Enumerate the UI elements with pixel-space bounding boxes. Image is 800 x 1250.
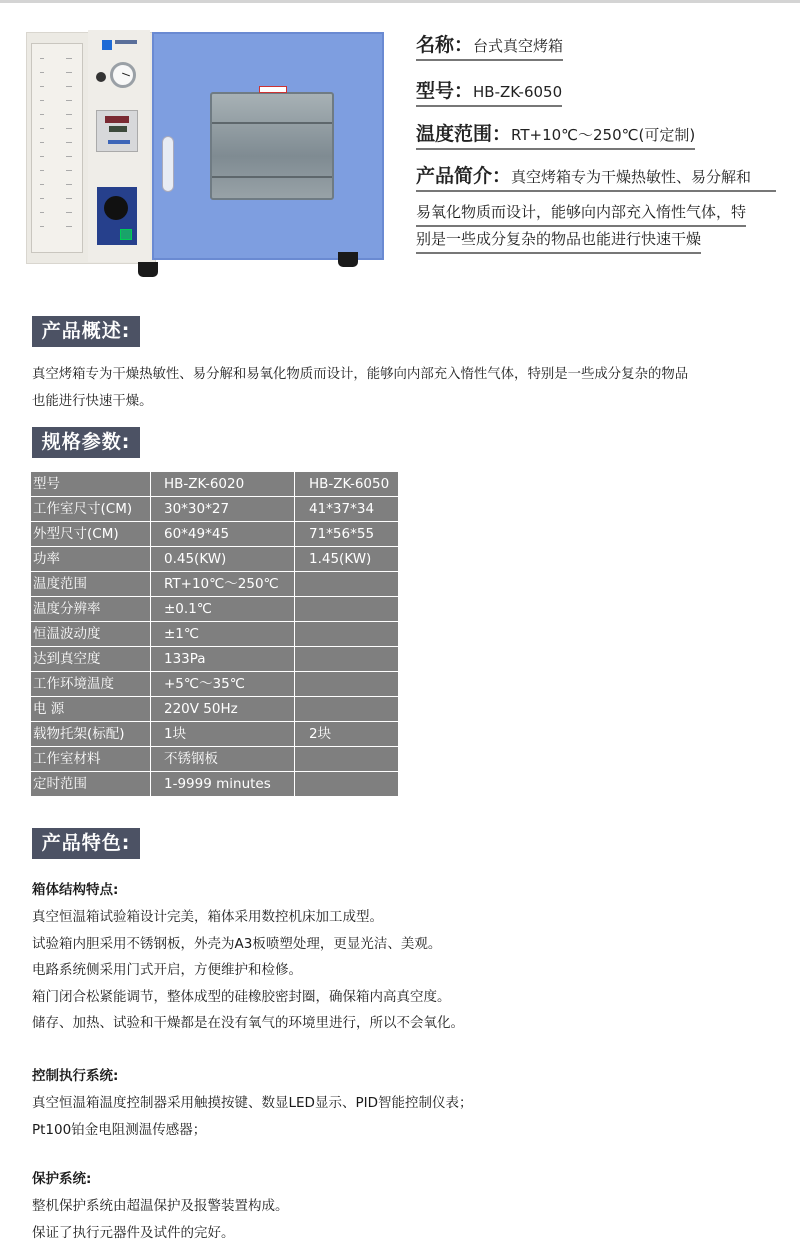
spec-value: 不锈钢板 <box>151 747 295 772</box>
feature-control <box>32 1063 772 1143</box>
spec-row <box>31 772 399 797</box>
brand-logo-text <box>115 40 137 44</box>
spec-row <box>31 722 399 747</box>
valve-knob-icon <box>96 72 106 82</box>
overview-line-1: 真空烤箱专为干燥热敏性、易分解和易氧化物质而设计，能够向内部充入惰性气体，特别是一些成分复杂的物品 <box>32 367 689 382</box>
warning-label <box>259 86 287 93</box>
spec-value: +5℃～35℃ <box>151 672 295 697</box>
spec-value <box>295 697 399 722</box>
spec-param-name: 电 源 <box>31 697 151 722</box>
spec-value <box>295 622 399 647</box>
spec-value: 0.45(KW) <box>151 547 295 572</box>
spec-row <box>31 472 399 497</box>
intro-line-3: 别是一些成分复杂的物品也能进行快速干燥 <box>416 226 701 254</box>
top-divider <box>0 0 800 3</box>
overview-text <box>32 361 772 415</box>
spec-value: 30*30*27 <box>151 497 295 522</box>
spec-value <box>295 572 399 597</box>
spec-value <box>295 747 399 772</box>
control-line: 真空恒温箱温度控制器采用触摸按键、数显LED显示、PID智能控制仪表； <box>32 1095 473 1111</box>
spec-value: 1.45(KW) <box>295 547 399 572</box>
spec-param-name: 载物托架(标配) <box>31 722 151 747</box>
spec-param-name: 工作室材料 <box>31 747 151 772</box>
spec-param-name: 温度分辨率 <box>31 597 151 622</box>
spec-value <box>295 672 399 697</box>
overview-line-2: 也能进行快速干燥。 <box>32 394 153 409</box>
spec-value: ±1℃ <box>151 622 295 647</box>
spec-value: 220V 50Hz <box>151 697 295 722</box>
spec-row <box>31 597 399 622</box>
intro-label: 产品简介： <box>416 165 512 187</box>
temp-label: 温度范围： <box>416 123 512 145</box>
spec-param-name: 达到真空度 <box>31 647 151 672</box>
spec-param-name: 型号 <box>31 472 151 497</box>
spec-table <box>30 471 399 797</box>
spec-param-name: 恒温波动度 <box>31 622 151 647</box>
section-title-specs: 规格参数: <box>32 427 140 458</box>
oven-foot <box>338 252 358 267</box>
spec-row <box>31 697 399 722</box>
spec-value: 133Pa <box>151 647 295 672</box>
spec-value: 41*37*34 <box>295 497 399 522</box>
section-title-overview: 产品概述: <box>32 316 140 347</box>
spec-param-name: 外型尺寸(CM) <box>31 522 151 547</box>
spec-row <box>31 622 399 647</box>
structure-line: 电路系统侧采用门式开启，方便维护和检修。 <box>32 962 302 978</box>
spec-param-name: 工作环境温度 <box>31 672 151 697</box>
spec-value <box>295 772 399 797</box>
spec-param-name: 温度范围 <box>31 572 151 597</box>
brand-logo-icon <box>102 40 112 50</box>
spec-value: RT+10℃～250℃ <box>151 572 295 597</box>
spec-value: 71*56*55 <box>295 522 399 547</box>
vacuum-gauge-icon <box>110 62 136 88</box>
spec-value: HB-ZK-6020 <box>151 472 295 497</box>
vent-panel <box>31 43 83 253</box>
feature-structure <box>32 877 772 1037</box>
intro-line-2: 易氧化物质而设计，能够向内部充入惰性气体，特 <box>416 199 746 227</box>
protection-line: 保证了执行元器件及试件的完好。 <box>32 1224 235 1241</box>
rotary-knob-icon <box>104 196 128 220</box>
spec-value <box>295 647 399 672</box>
product-image-vacuum-oven <box>26 30 388 280</box>
structure-line: 箱门闭合松紧能调节，整体成型的硅橡胶密封圈，确保箱内高真空度。 <box>32 988 451 1005</box>
control-heading: 控制执行系统: <box>32 1068 119 1084</box>
section-title-features: 产品特色: <box>32 828 140 859</box>
spec-value: ±0.1℃ <box>151 597 295 622</box>
spec-value: 60*49*45 <box>151 522 295 547</box>
name-label: 名称： <box>416 34 474 56</box>
protection-heading: 保护系统: <box>32 1171 92 1187</box>
spec-value: 2块 <box>295 722 399 747</box>
structure-line: 试验箱内胆采用不锈钢板，外壳为A3板喷塑处理，更显光洁、美观。 <box>32 935 442 952</box>
protection-line: 整机保护系统由超温保护及报警装置构成。 <box>32 1198 289 1214</box>
structure-heading: 箱体结构特点: <box>32 882 119 898</box>
spec-value: 1-9999 minutes <box>151 772 295 797</box>
controller-keys <box>108 140 130 144</box>
spec-row <box>31 497 399 522</box>
spec-row <box>31 672 399 697</box>
spec-value: HB-ZK-6050 <box>295 472 399 497</box>
spec-row <box>31 572 399 597</box>
power-switch-icon <box>120 229 132 240</box>
info-name <box>416 32 563 61</box>
intro-line-1: 真空烤箱专为干燥热敏性、易分解和 <box>511 168 752 186</box>
temp-value: RT+10℃～250℃(可定制) <box>511 126 696 144</box>
spec-value <box>295 597 399 622</box>
spec-row <box>31 547 399 572</box>
model-label: 型号： <box>416 80 474 102</box>
spec-row <box>31 647 399 672</box>
oven-window <box>210 92 334 200</box>
structure-line: 真空恒温箱试验箱设计完美，箱体采用数控机床加工成型。 <box>32 909 383 925</box>
structure-line: 储存、加热、试验和干燥都是在没有氧气的环境里进行，所以不会氧化。 <box>32 1015 464 1031</box>
oven-foot <box>138 262 158 277</box>
name-value: 台式真空烤箱 <box>473 37 564 55</box>
info-temp-range <box>416 121 695 150</box>
feature-protection <box>32 1166 772 1246</box>
door-handle <box>162 136 174 192</box>
info-model <box>416 78 562 107</box>
spec-value: 1块 <box>151 722 295 747</box>
spec-param-name: 工作室尺寸(CM) <box>31 497 151 522</box>
spec-param-name: 功率 <box>31 547 151 572</box>
spec-row <box>31 747 399 772</box>
spec-row <box>31 522 399 547</box>
spec-param-name: 定时范围 <box>31 772 151 797</box>
info-intro <box>416 163 776 192</box>
model-value: HB-ZK-6050 <box>473 83 563 101</box>
led-display-green <box>109 126 127 132</box>
led-display-red <box>105 116 129 123</box>
control-line: Pt100铂金电阻测温传感器； <box>32 1121 207 1138</box>
